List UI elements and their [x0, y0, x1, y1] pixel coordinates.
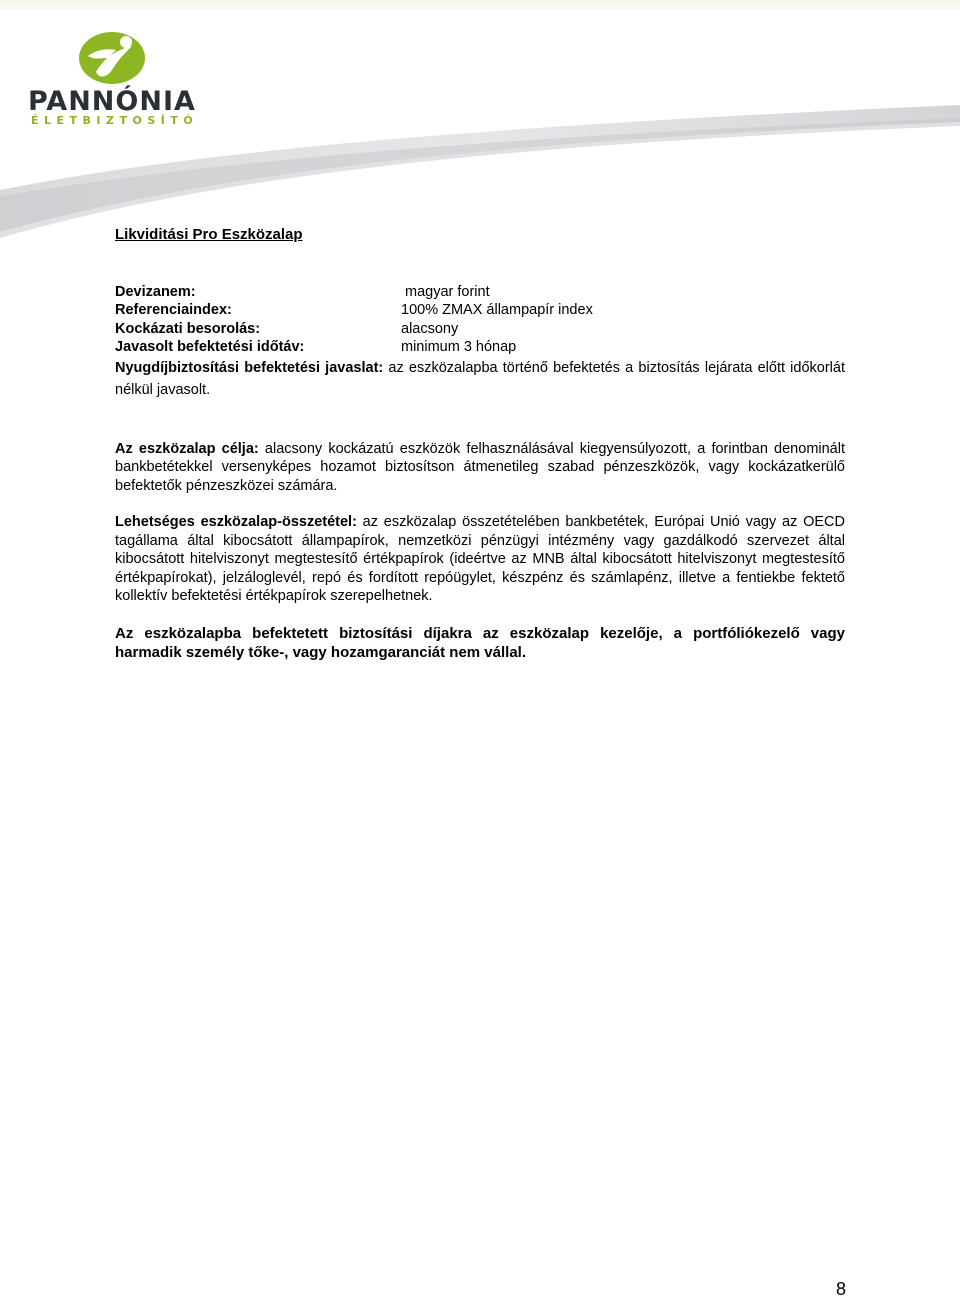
- guarantee-disclaimer: Az eszközalapba befektetett biztosítási díjakra az eszközalap kezelője, a portfóliókezelő vagy harmadik személy tőke-, vagy hozamgaranciát nem vállal.: [115, 624, 845, 661]
- meta-label: Kockázati besorolás:: [115, 320, 261, 337]
- meta-row-currency: [115, 283, 845, 302]
- composition-text: az eszközalap összetételében bankbetétek, Európai Unió vagy az OECD tagállama által kibocsátott állampapírok, nemzetközi pénzügyi intézmény vagy gazdálkodó szervezet által kibocsátott hitelviszonyt megtestesítő értékpapírok (ideértve az MNB által kibocsátott hitelviszonyt megtestesítő értékpapírokat), jelzáloglevél, repó és fordított repóügylet, készpénz és számlapénz, illetve a fentiekbe fektető kollektív befektetési értékpapírok szerepelhetnek.: [115, 514, 845, 604]
- pension-recommendation: [115, 357, 845, 401]
- page-header: [0, 0, 960, 240]
- logo-wordmark: PANNÓNIA: [28, 86, 196, 117]
- meta-row-reference-index: [115, 301, 845, 320]
- logo-icon: [79, 32, 145, 84]
- meta-row-risk-class: [115, 320, 845, 339]
- meta-value: minimum 3 hónap: [401, 339, 517, 355]
- meta-label: Javasolt befektetési időtáv:: [115, 339, 305, 355]
- meta-value: magyar forint: [405, 283, 490, 300]
- meta-label: Referenciaindex:: [115, 302, 232, 318]
- pension-label: Nyugdíjbiztosítási befektetési javaslat:: [115, 359, 384, 376]
- fund-composition: [115, 513, 845, 606]
- meta-label: Devizanem:: [115, 283, 196, 300]
- pension-text: az eszközalapba történő befektetés a biztosítás lejárata előtt időkorlát nélkül javasolt.: [115, 359, 845, 398]
- fund-meta: [115, 283, 845, 401]
- page-number: 8: [835, 1279, 846, 1299]
- document-title: Likviditási Pro Eszközalap: [115, 226, 303, 243]
- meta-row-horizon: [115, 338, 845, 357]
- fund-goal: [115, 440, 845, 496]
- logo-tagline: ÉLETBIZTOSÍTÓ: [31, 114, 199, 127]
- meta-value: alacsony: [401, 320, 459, 337]
- goal-text: alacsony kockázatú eszközök felhasználásával kiegyensúlyozott, a forintban denominált bankbetétekkel versenyképes hozamot biztosítson átmenetileg szabad pénzeszközök, vagy kockázatkerülő befektetők pénzeszközei számára.: [115, 440, 845, 494]
- meta-value: 100% ZMAX állampapír index: [401, 302, 593, 318]
- document-body: [115, 226, 845, 662]
- composition-label: Lehetséges eszközalap-összetétel:: [115, 514, 357, 530]
- goal-label: Az eszközalap célja:: [115, 440, 259, 457]
